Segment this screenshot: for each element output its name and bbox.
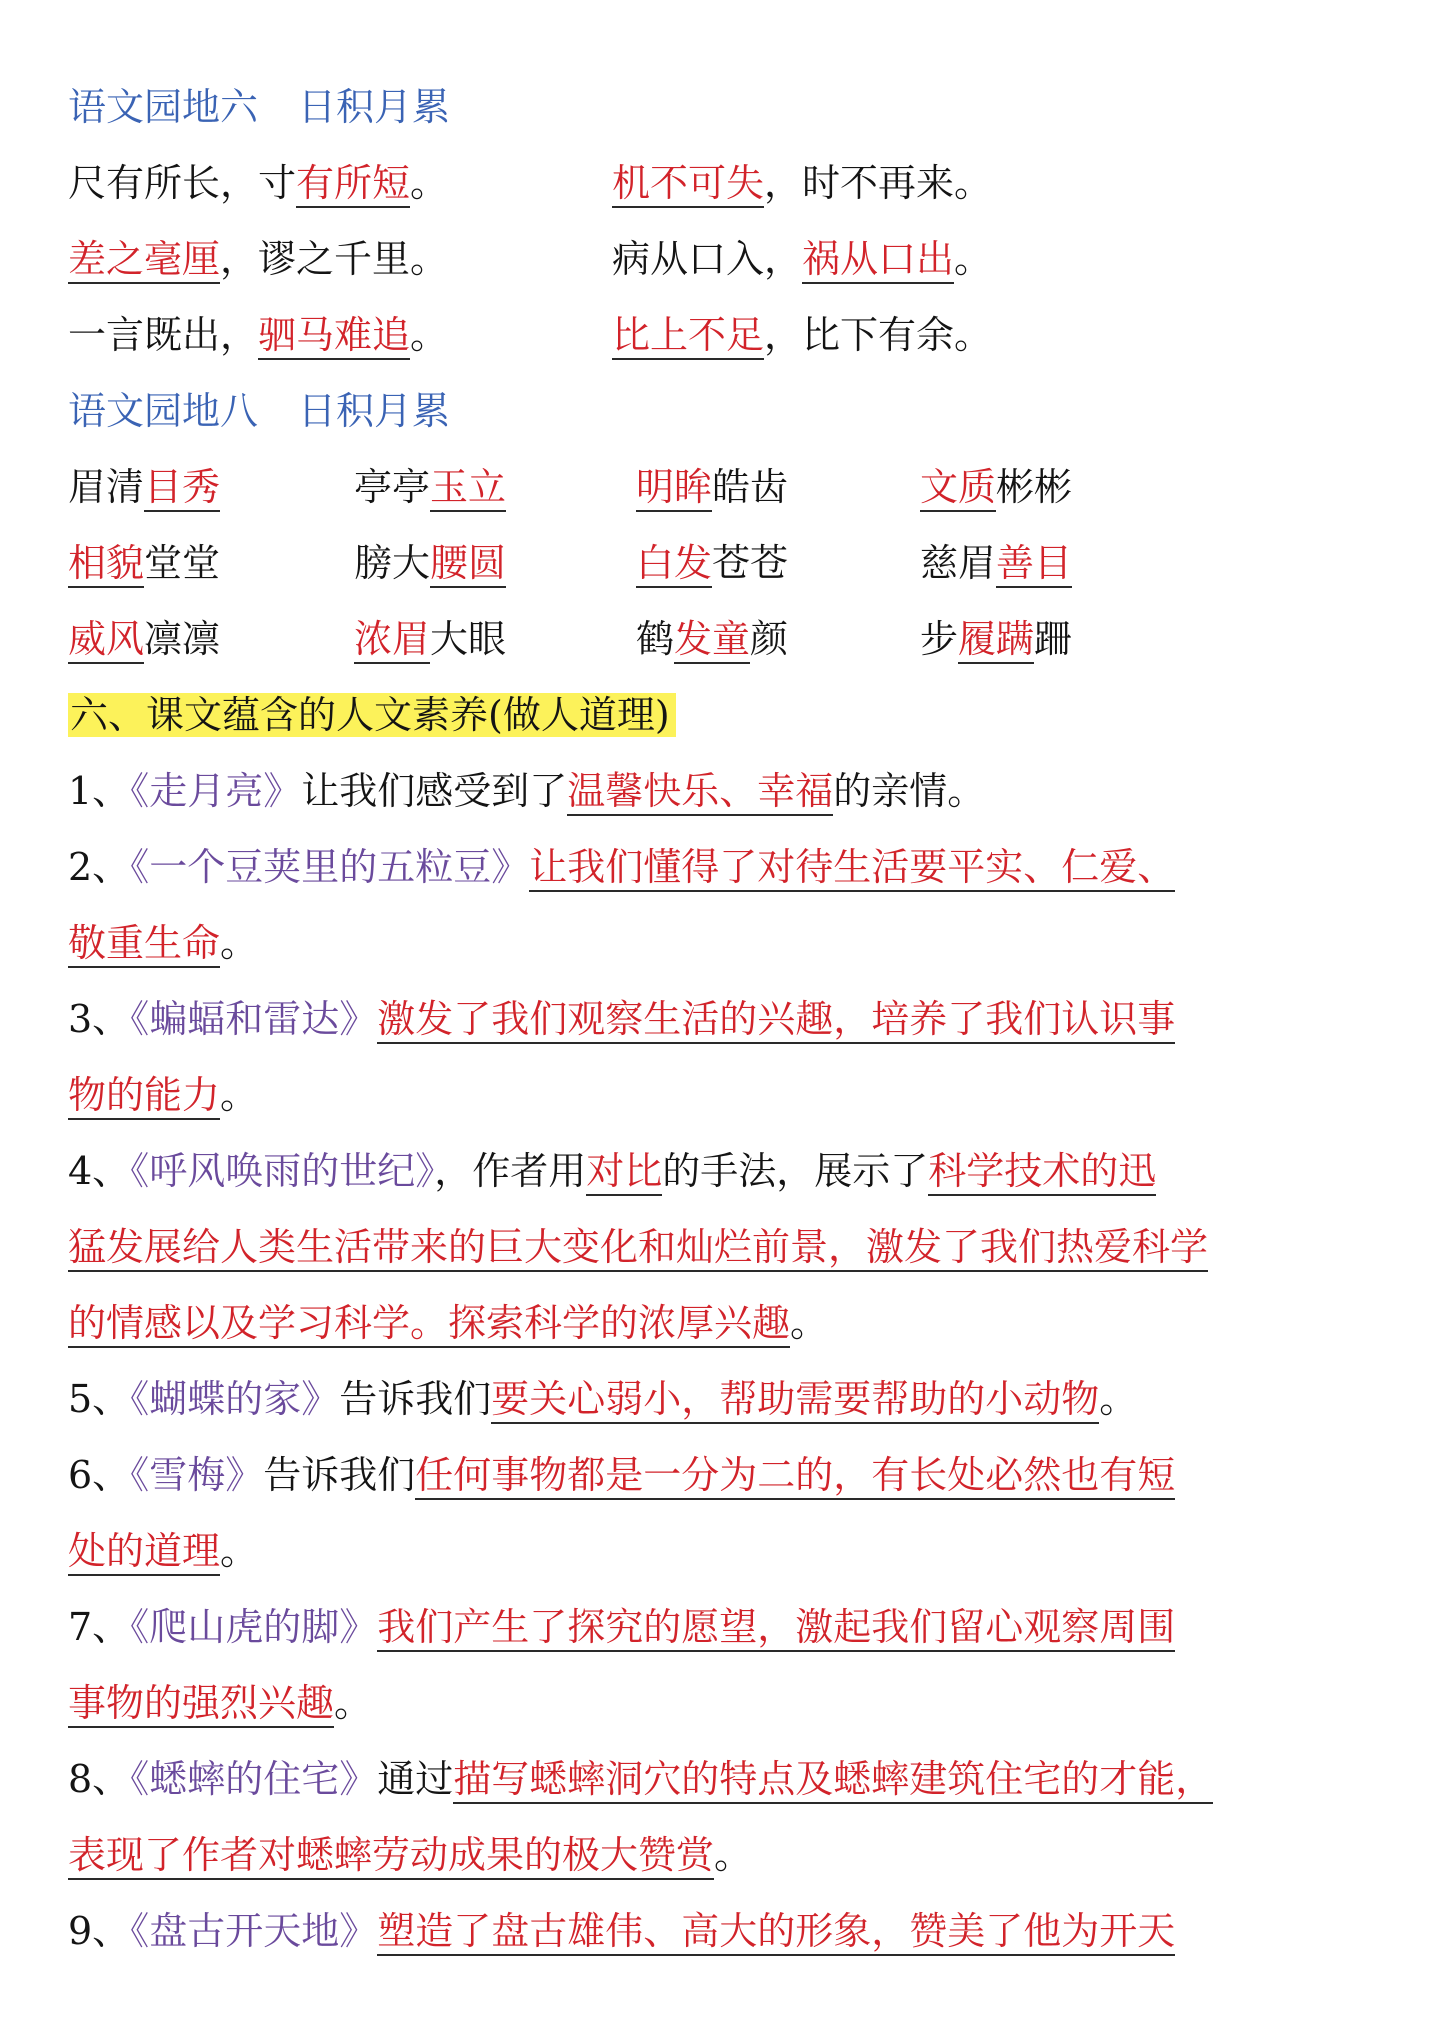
text-group [68, 536, 220, 590]
text-group [636, 536, 788, 590]
answer: 威风 [68, 617, 144, 664]
moral-item-2-cont [68, 916, 1378, 970]
answer: 温馨快乐、幸福 [567, 769, 833, 816]
answer: 比上不足 [612, 313, 764, 360]
answer: 明眸 [636, 465, 712, 512]
book-title: 《走月亮》 [130, 769, 302, 813]
moral-item-2 [68, 840, 1378, 894]
moral-item-4-cont-1 [68, 1220, 1378, 1274]
answer: 表现了作者对蟋蟀劳动成果的极大赞赏 [68, 1833, 714, 1880]
text: 。 [410, 161, 449, 205]
text: ，作者用 [434, 1149, 587, 1193]
moral-item-6 [68, 1448, 1378, 1502]
answer: 有所短 [296, 161, 410, 208]
text: 鹤 [636, 617, 675, 661]
text: 。 [220, 921, 259, 965]
section8-heading [68, 384, 1378, 438]
text: 3、 [68, 997, 131, 1041]
section6-title: 语文园地六 [68, 85, 259, 129]
answer: 的情感以及学习科学。探索科学的浓厚兴趣 [68, 1301, 790, 1348]
answer: 机不可失 [612, 161, 764, 208]
text: 彬彬 [996, 465, 1073, 509]
answer: 敬重生命 [68, 921, 220, 968]
text: 跚 [1034, 617, 1073, 661]
text-group [636, 460, 788, 514]
text: 颜 [750, 617, 789, 661]
moral-item-3-cont [68, 1068, 1378, 1122]
book-title: 《盘古开天地》 [130, 1909, 378, 1953]
answer: 描写蟋蟀洞穴的特点及蟋蟀建筑住宅的才能， [453, 1757, 1213, 1804]
answer: 履蹒 [958, 617, 1034, 664]
text: 6、 [68, 1453, 131, 1497]
moral-item-8 [68, 1752, 1378, 1806]
text: 。 [220, 1529, 259, 1573]
text: 尺有所长，寸 [68, 161, 297, 205]
text: 。 [714, 1833, 753, 1877]
answer: 腰圆 [430, 541, 506, 588]
moral-item-6-cont [68, 1524, 1378, 1578]
text-group [68, 612, 220, 666]
text-group [354, 612, 506, 666]
answer: 塑造了盘古雄伟、高大的形象，赞美了他为开天 [377, 1909, 1175, 1956]
text: 8、 [68, 1757, 131, 1801]
text-group [636, 612, 788, 666]
answer: 激发了我们观察生活的兴趣，培养了我们认识事 [377, 997, 1175, 1044]
moral-item-5 [68, 1372, 1378, 1426]
moral-item-7-cont [68, 1676, 1378, 1730]
answer: 任何事物都是一分为二的，有长处必然也有短 [415, 1453, 1175, 1500]
text-group [354, 460, 506, 514]
text: 4、 [68, 1149, 131, 1193]
text-group [612, 232, 992, 286]
answer: 要关心弱小，帮助需要帮助的小动物 [491, 1377, 1099, 1424]
answer: 我们产生了探究的愿望，激起我们留心观察周围 [377, 1605, 1175, 1652]
answer: 文质 [920, 465, 996, 512]
text: 。 [334, 1681, 373, 1725]
section8-title: 语文园地八 [68, 389, 259, 433]
text: 膀大 [354, 541, 431, 585]
text: 。 [220, 1073, 259, 1117]
text: 告诉我们 [263, 1453, 416, 1497]
answer: 善目 [996, 541, 1072, 588]
text: 。 [790, 1301, 829, 1345]
idiom-row-1 [68, 156, 1378, 210]
moral-item-1 [68, 764, 1378, 818]
moral-item-4 [68, 1144, 1378, 1198]
book-title: 《雪梅》 [130, 1453, 264, 1497]
idiom-row-3 [68, 308, 1378, 362]
text: 通过 [377, 1757, 454, 1801]
answer: 目秀 [144, 465, 220, 512]
text: 眉清 [68, 465, 145, 509]
part6-heading [68, 688, 1378, 742]
idiom-row-2 [68, 232, 1378, 286]
text: 。 [1099, 1377, 1138, 1421]
text: 皓齿 [712, 465, 789, 509]
moral-item-7 [68, 1600, 1378, 1654]
text: 的亲情。 [833, 769, 986, 813]
answer: 玉立 [430, 465, 506, 512]
text: 凛凛 [144, 617, 221, 661]
answer: 驷马难追 [258, 313, 410, 360]
moral-item-9 [68, 1904, 1378, 1958]
text-group [612, 156, 992, 210]
section6-subtitle: 日积月累 [298, 85, 451, 129]
answer: 对比 [586, 1149, 662, 1196]
text: 步 [920, 617, 959, 661]
text: ，时不再来。 [764, 161, 993, 205]
text: 2、 [68, 845, 131, 889]
text: 亭亭 [354, 465, 431, 509]
answer: 相貌 [68, 541, 144, 588]
text: 病从口入， [612, 237, 803, 281]
text: 苍苍 [712, 541, 789, 585]
book-title: 《蝙蝠和雷达》 [130, 997, 378, 1041]
text: ，比下有余。 [764, 313, 993, 357]
text: 堂堂 [144, 541, 221, 585]
text-group [920, 536, 1072, 590]
book-title: 《爬山虎的脚》 [130, 1605, 378, 1649]
text: 慈眉 [920, 541, 997, 585]
part6-title: 六、课文蕴含的人文素养(做人道理) [68, 693, 676, 737]
moral-item-4-cont-2 [68, 1296, 1378, 1350]
answer: 处的道理 [68, 1529, 220, 1576]
answer: 科学技术的迅 [928, 1149, 1156, 1196]
text: 。 [410, 313, 449, 357]
answer: 猛发展给人类生活带来的巨大变化和灿烂前景，激发了我们热爱科学 [68, 1225, 1208, 1272]
answer: 白发 [636, 541, 712, 588]
section8-subtitle: 日积月累 [298, 389, 451, 433]
text-group [920, 612, 1072, 666]
text: 让我们感受到了 [301, 769, 568, 813]
text: 7、 [68, 1605, 131, 1649]
text: 一言既出， [68, 313, 259, 357]
text-group [68, 460, 220, 514]
book-title: 《一个豆荚里的五粒豆》 [130, 845, 530, 889]
answer: 差之毫厘 [68, 237, 220, 284]
text: 告诉我们 [339, 1377, 492, 1421]
section6-heading [68, 80, 1378, 134]
answer: 让我们懂得了对待生活要平实、仁爱、 [529, 845, 1175, 892]
moral-item-8-cont [68, 1828, 1378, 1882]
answer: 发童 [674, 617, 750, 664]
text-group [920, 460, 1072, 514]
text: 大眼 [430, 617, 507, 661]
text: 9、 [68, 1909, 131, 1953]
text-group [612, 308, 992, 362]
book-title: 《蟋蟀的住宅》 [130, 1757, 378, 1801]
text: 的手法，展示了 [662, 1149, 929, 1193]
answer: 物的能力 [68, 1073, 220, 1120]
book-title: 《蝴蝶的家》 [130, 1377, 340, 1421]
answer: 浓眉 [354, 617, 430, 664]
text-group [354, 536, 506, 590]
answer: 事物的强烈兴趣 [68, 1681, 334, 1728]
text: 1、 [68, 769, 131, 813]
book-title: 《呼风唤雨的世纪》 [130, 1149, 435, 1193]
answer: 祸从口出 [802, 237, 954, 284]
moral-item-3 [68, 992, 1378, 1046]
text: 。 [954, 237, 993, 281]
text: 5、 [68, 1377, 131, 1421]
text: ，谬之千里。 [220, 237, 449, 281]
